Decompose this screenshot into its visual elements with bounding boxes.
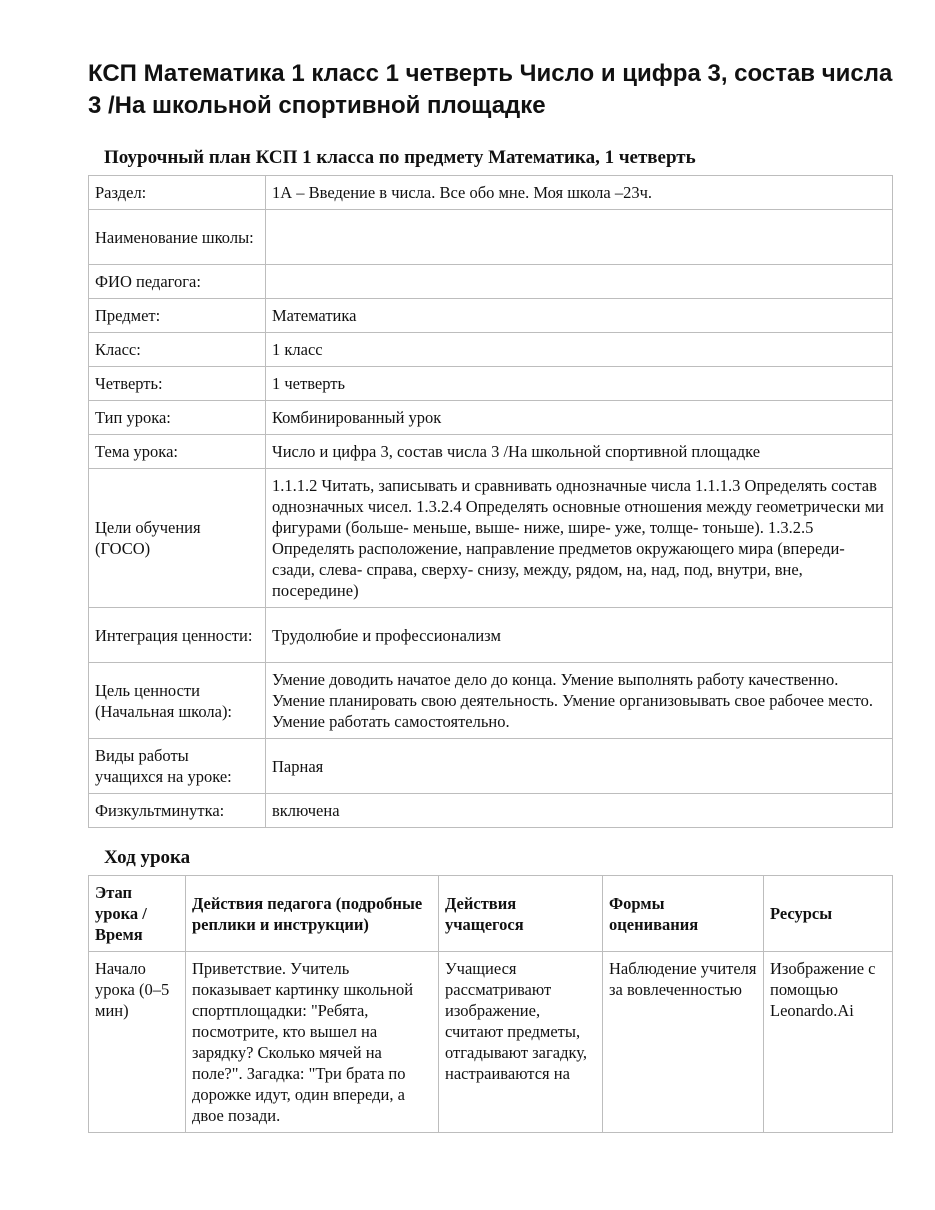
student-actions: Учащиеся рассматривают изображение, считают предметы, отгадывают загадку, настраиваются на — [439, 952, 603, 1133]
column-header-teacher: Действия педагога (подробные реплики и инструкции) — [186, 876, 439, 952]
info-value: 1.1.1.2 Читать, записывать и сравнивать однозначные числа 1.1.1.3 Определять состав однозначных чисел. 1.3.2.4 Определять основные отношения между геометрически ми фигурами (больше- меньше, выше- ниже, шире- уже, толще- тоньше). 1.3.2.5 Определять расположение, направление предметов окружающего мира (впереди- сзади, слева- справа, сверху- снизу, между, рядом, на, над, под, внутри, вне, посередине) — [266, 469, 893, 608]
info-value — [266, 265, 893, 299]
lesson-header-row — [89, 876, 893, 952]
info-row — [89, 739, 893, 794]
lesson-info-table — [88, 175, 893, 828]
info-value: Трудолюбие и профессионализм — [266, 608, 893, 663]
info-label: Четверть: — [89, 367, 266, 401]
info-label: Цели обучения (ГОСО) — [89, 469, 266, 608]
info-label: Наименование школы: — [89, 210, 266, 265]
info-row — [89, 367, 893, 401]
resources: Изображение с помощью Leonardo.Ai — [764, 952, 893, 1133]
info-value: Умение доводить начатое дело до конца. Умение выполнять работу качественно. Умение планировать свою деятельность. Умение организовывать свое рабочее место. Умение работать самостоятельно. — [266, 663, 893, 739]
info-row — [89, 608, 893, 663]
info-label: Физкультминутка: — [89, 794, 266, 828]
info-row — [89, 210, 893, 265]
info-row — [89, 401, 893, 435]
document-title: КСП Математика 1 класс 1 четверть Число и цифра 3, состав числа 3 /На школьной спортивной площадке — [88, 60, 893, 119]
info-label: Класс: — [89, 333, 266, 367]
info-row — [89, 299, 893, 333]
info-label: Цель ценности (Начальная школа): — [89, 663, 266, 739]
column-header-stage: Этап урока / Время — [89, 876, 186, 952]
info-row — [89, 469, 893, 608]
info-value: 1 четверть — [266, 367, 893, 401]
info-label: Раздел: — [89, 176, 266, 210]
assessment-forms: Наблюдение учителя за вовлеченностью — [603, 952, 764, 1133]
info-row — [89, 265, 893, 299]
lesson-heading: Ход урока — [104, 847, 191, 868]
info-value: Парная — [266, 739, 893, 794]
info-value: 1А – Введение в числа. Все обо мне. Моя школа –23ч. — [266, 176, 893, 210]
column-header-student: Действия учащегося — [439, 876, 603, 952]
info-row — [89, 333, 893, 367]
info-label: Предмет: — [89, 299, 266, 333]
plan-heading: Поурочный план КСП 1 класса по предмету Математика, 1 четверть — [104, 147, 696, 168]
info-row — [89, 663, 893, 739]
info-value: включена — [266, 794, 893, 828]
teacher-actions: Приветствие. Учитель показывает картинку школьной спортплощадки: "Ребята, посмотрите, кто вышел на зарядку? Сколько мячей на поле?". Загадка: "Три брата по дорожке идут, один впереди, а двое позади. — [186, 952, 439, 1133]
info-row — [89, 435, 893, 469]
document-page — [88, 58, 894, 1133]
info-value: Число и цифра 3, состав числа 3 /На школьной спортивной площадке — [266, 435, 893, 469]
info-row — [89, 794, 893, 828]
info-label: Виды работы учащихся на уроке: — [89, 739, 266, 794]
column-header-resources: Ресурсы — [764, 876, 893, 952]
info-value: 1 класс — [266, 333, 893, 367]
info-label: Интеграция ценности: — [89, 608, 266, 663]
info-value — [266, 210, 893, 265]
info-label: Тема урока: — [89, 435, 266, 469]
lesson-flow-table — [88, 875, 893, 1133]
lesson-stage: Начало урока (0–5 мин) — [89, 952, 186, 1133]
info-row — [89, 176, 893, 210]
info-value: Комбинированный урок — [266, 401, 893, 435]
info-value: Математика — [266, 299, 893, 333]
info-label: ФИО педагога: — [89, 265, 266, 299]
info-label: Тип урока: — [89, 401, 266, 435]
column-header-assessment: Формы оценивания — [603, 876, 764, 952]
table-row — [89, 952, 893, 1133]
